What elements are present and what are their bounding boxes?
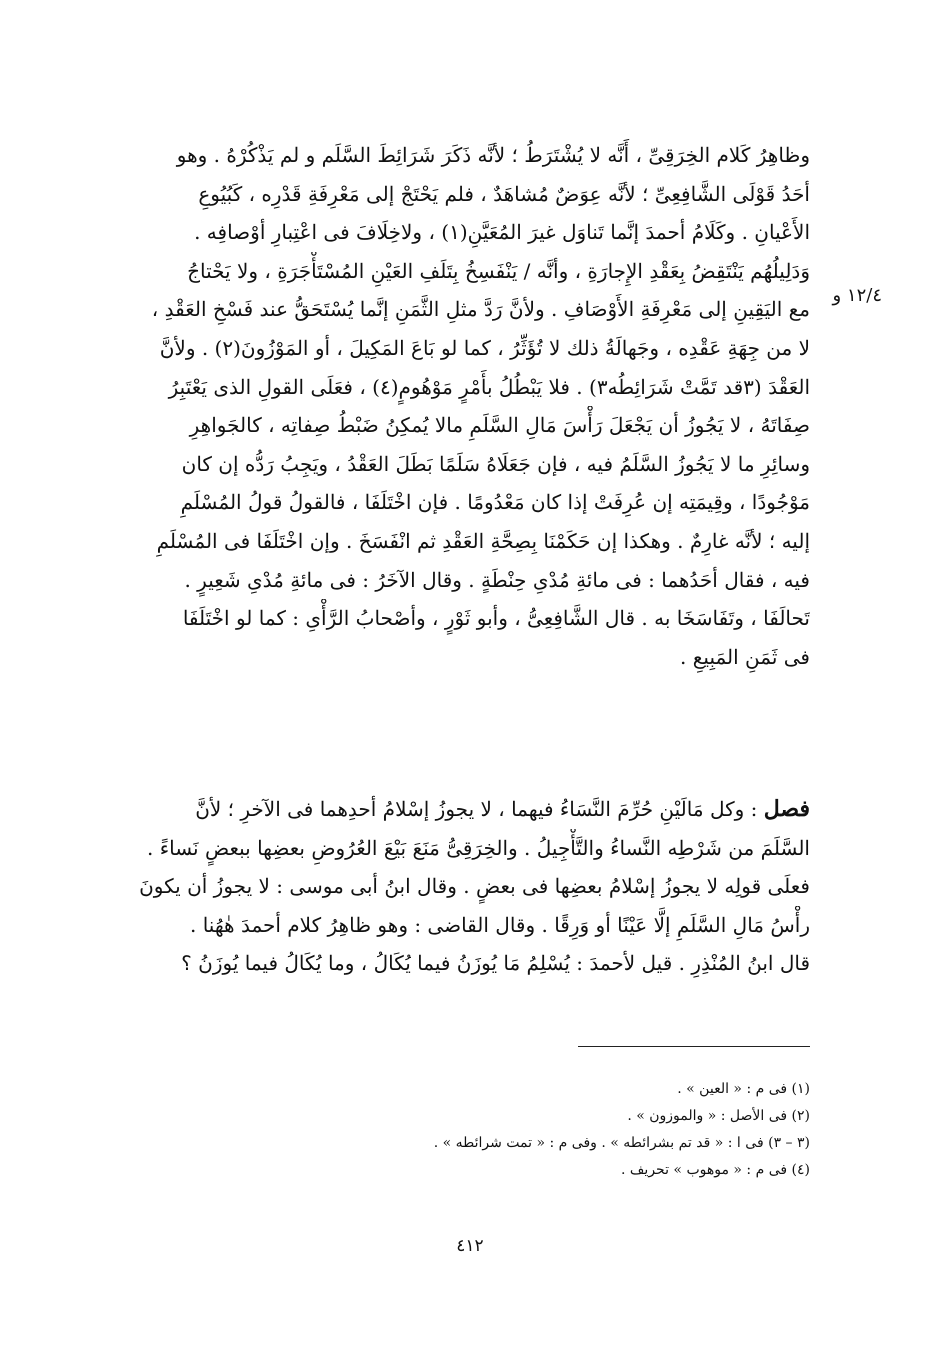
text-line [94,790,810,829]
text-line: السَّلَمَ من شَرْطِه النَّساءُ والتَّأْجِيلُ . والخِرَقِىُّ مَنَعَ بَيْعَ العُرُوضِ بعضِها ببعضٍ نَساءً . [147,835,810,860]
footnotes [300,1076,810,1184]
page-number: ٤١٢ [456,1236,484,1256]
fasl-first-line: : وكل مَالَيْنِ حُرِّمَ النَّسَاءُ فيهما ، لا يجوزُ إسْلامُ أحدِهما فى الآخرِ ؛ لأنَّ [195,797,758,821]
text-line: فى ثَمَنِ المَبِيعِ . [680,644,810,669]
text-line: لا من جِهَةِ عَقْدِه ، وجَهالَةُ ذلك لا تُؤَثِّرُ ، كما لو بَاعَ المَكِيلَ ، أو المَوْزُونَ(٢) . ولأنَّ [159,335,810,360]
text-line: العَقْدَ (٣قد تَمَّتْ شَرَائِطُه٣) . فلا يَبْطُلُ بأَمْرٍ مَوْهُومٍ(٤) ، فعَلَى القولِ الذى يَعْتَبِرُ [168,374,810,399]
footnote-1: (١) فى م : « العين » . [677,1081,810,1097]
section-label-fasl: فصل [763,796,810,822]
text-line: مَوْجُودًا ، وقِيمَتِه إن عُرِفَتْ إذا كان مَعْدُومًا . فإن اخْتَلَفَا ، فالقولُ قولُ المُسْلَمِ [180,490,810,515]
text-line: إليه ؛ لأنَّه غارِمٌ . وهكذا إن حَكَمْنَا بِصِحَّةِ العَقْدِ ثم انْفَسَخَ . وإن اخْتَلَفَا فى المُسْلَمِ [156,528,810,553]
text-line: الأَعْيانِ . وكَلَامُ أحمدَ إنَّما تَناوَل غيرَ المُعَيَّنِ(١) ، ولاخِلَافَ فى اعْتِبارِ أوْصافِه . [194,220,810,245]
footnote-separator [578,1046,810,1047]
footnote-4: (٤) فى م : « موهوب » تحريف . [621,1162,810,1178]
text-line: رأْسُ مَالِ السَّلَمِ إلَّا عَيْنًا أو وَرِقًا . وقال القاضى : وهو ظاهِرُ كلام أحمدَ هٰهُنا . [189,912,810,937]
paragraph-fasl [94,790,810,983]
text-line: وسائِرِ ما لا يَجُوزُ السَّلَمُ فيه ، فإن جَعَلَاهُ سَلَمًا بَطَلَ العَقْدُ ، ويَجِبُ رَدُّه إن كان [181,451,810,476]
text-line: صِفَاتَهُ ، لا يَجُوزُ أن يَجْعَلَ رَأْسَ مَالِ السَّلَمِ مالا يُمكِنُ ضَبْطُ صِفاتِه ، كالجَواهِرِ [189,413,810,438]
text-line: وَدَلِيلُهُم يَنْتَقِضُ بِعَقْدِ الإِجارَةِ ، وأنَّه / يَنْفَسِخُ بِتَلَفِ العَيْنِ المُسْتَأْجَرَةِ ، ولا يَحْتاجُ [187,258,810,283]
text-line: مع اليَقِينِ إلى مَعْرِفَةِ الأَوْصَافِ . ولأنَّ رَدَّ مثلِ الثَّمَنِ إنَّما يُسْتَحَقُّ عند فَسْخِ العَقْدِ ، [151,297,810,322]
text-line: فعلَى قولِه لا يجوزُ إسْلامُ بعضِها فى بعضٍ . وقال ابنُ أبى موسى : لا يجوزُ أن يكونَ [139,874,810,899]
text-line: فيه ، فقال أحَدُهما : فى مائةِ مُدْىِ حِنْطَةٍ . وقال الآخَرُ : فى مائةِ مُدْىِ شَعِيرٍ . [184,567,810,592]
footnote-3: (٣ – ٣) فى ا : « قد تم بشرائطه » . وفى م : « تمت شرائطه » . [433,1135,810,1151]
text-line: تَحالَفَا ، وتَفَاسَخَا به . قال الشَّافِعِىُّ ، وأبو ثَوْرٍ ، وأصْحابُ الرَّأْىِ : كما لو اخْتَلَفَا [182,606,810,631]
paragraph-main [94,136,810,676]
text-line: وظاهِرُ كَلام الخِرَقِىِّ ، أَنَّه لا يُشْتَرَطُ ؛ لأنَّه ذَكَرَ شَرَائِطَ السَّلَم و لم يَذْكُرْهُ . وهو [176,143,810,167]
footnote-2: (٢) فى الأصل : « والموزون » . [627,1108,810,1124]
text-line: أحَدُ قَوْلَى الشَّافِعِىِّ ؛ لأنَّه عِوَضٌ مُشاهَدٌ ، فلم يَحْتَجْ إلى مَعْرِفَةِ قَدْرِه ، كَبُيُوعِ [198,181,810,206]
text-line: قال ابنُ المُنْذِرِ . قيل لأحمدَ : يُسْلِمُ مَا يُوزَنُ فيما يُكَالُ ، وما يُكَالُ فيما يُوزَنُ ؟ [181,951,810,976]
margin-folio-note: ١٢/٤ و [832,285,882,306]
